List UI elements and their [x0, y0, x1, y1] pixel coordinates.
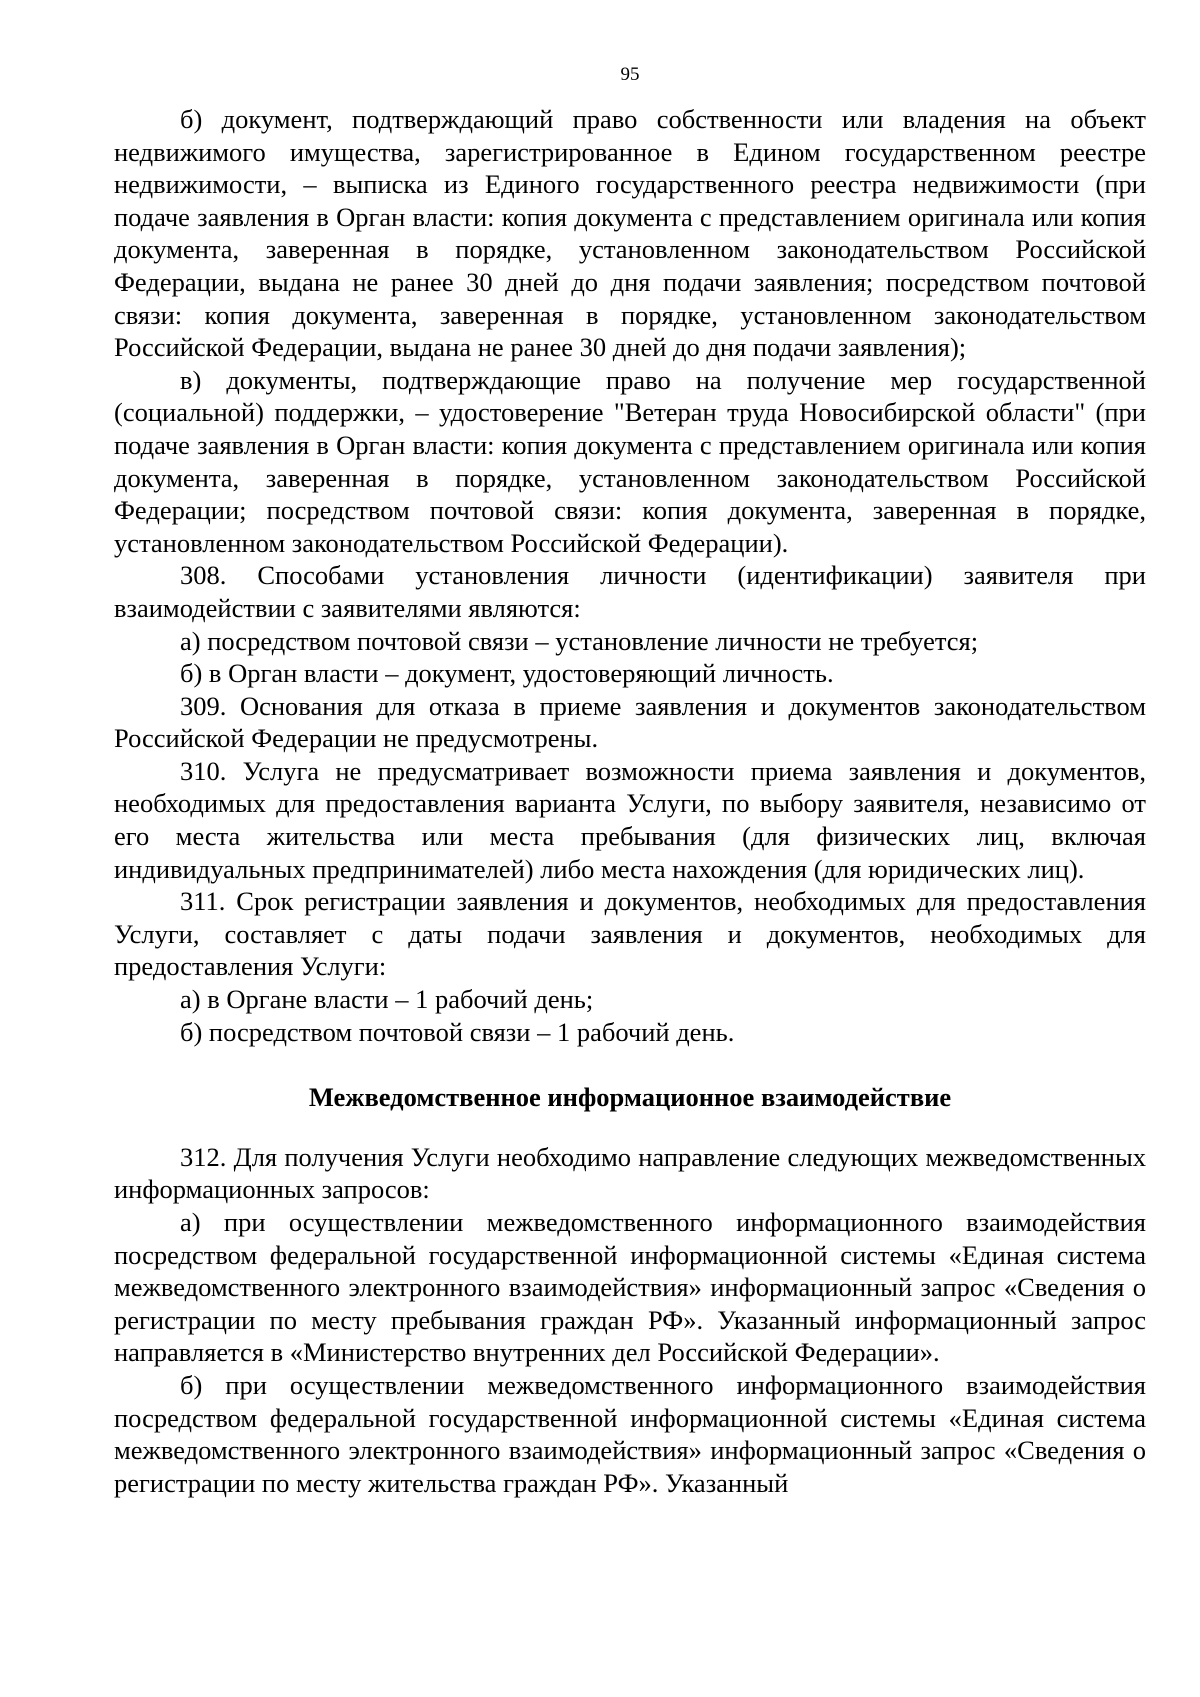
paragraph-308-a: а) посредством почтовой связи – установление личности не требуется;: [180, 625, 979, 656]
paragraph-309: 309. Основания для отказа в приеме заявления и документов законодательством Российской Федерации не предусмотрены.: [114, 690, 1146, 754]
document-page: [114, 64, 1146, 1499]
paragraph-308: 308. Способами установления личности (идентификации) заявителя при взаимодействии с заявителями являются:: [114, 560, 1146, 623]
paragraph-b-ownership-document: б) документ, подтверждающий право собственности или владения на объект недвижимого имущества, зарегистрированное в Едином государственном реестре недвижимости, – выписка из Единого государственного реестра недвижимости (при подаче заявления в Орган власти: копия документа с представлением оригинала или копия документа, заверенная в порядке, установленном законодательством Российской Федерации, выдана не ранее 30 дней до дня подачи заявления; посредством почтовой связи: копия документа, заверенная в порядке, установленном законодательством Российской Федерации, выдана не ранее 30 дней до дня подачи заявления);: [114, 104, 1146, 363]
paragraph-312: 312. Для получения Услуги необходимо направление следующих межведомственных информационных запросов:: [114, 1141, 1146, 1205]
paragraph-310: 310. Услуга не предусматривает возможности приема заявления и документов, необходимых для предоставления варианта Услуги, по выбору заявителя, независимо от его места жительства или места пребывания (для физических лиц, включая индивидуальных предпринимателей) либо места нахождения (для юридических лиц).: [114, 755, 1146, 884]
section-heading: Межведомственное информационное взаимодействие: [308, 1082, 952, 1113]
paragraph-311: 311. Срок регистрации заявления и документов, необходимых для предоставления Услуги, составляет с даты подачи заявления и документов, необходимых для предоставления Услуги:: [114, 886, 1146, 982]
paragraph-308-b: б) в Орган власти – документ, удостоверяющий личность.: [180, 658, 834, 689]
paragraph-312-b: б) при осуществлении межведомственного информационного взаимодействия посредством федеральной государственной информационной системы «Единая система межведомственного электронного взаимодействия» информационный запрос «Сведения о регистрации по месту жительства граждан РФ». Указанный: [114, 1369, 1146, 1498]
paragraph-311-b: б) посредством почтовой связи – 1 рабочий день.: [180, 1016, 735, 1047]
paragraph-v-support-documents: в) документы, подтверждающие право на получение мер государственной (социальной) поддержки, – удостоверение "Ветеран труда Новосибирской области" (при подаче заявления в Орган власти: копия документа с представлением оригинала или копия документа, заверенная в порядке, установленном законодательством Российской Федерации; посредством почтовой связи: копия документа, заверенная в порядке, установленном законодательством Российской Федерации).: [114, 364, 1146, 558]
paragraph-312-a: а) при осуществлении межведомственного информационного взаимодействия посредством федеральной государственной информационной системы «Единая система межведомственного электронного взаимодействия» информационный запрос «Сведения о регистрации по месту пребывания граждан РФ». Указанный информационный запрос направляется в «Министерство внутренних дел Российской Федерации».: [114, 1207, 1146, 1368]
page-number: 95: [620, 64, 640, 85]
paragraph-311-a: а) в Органе власти – 1 рабочий день;: [180, 984, 594, 1015]
